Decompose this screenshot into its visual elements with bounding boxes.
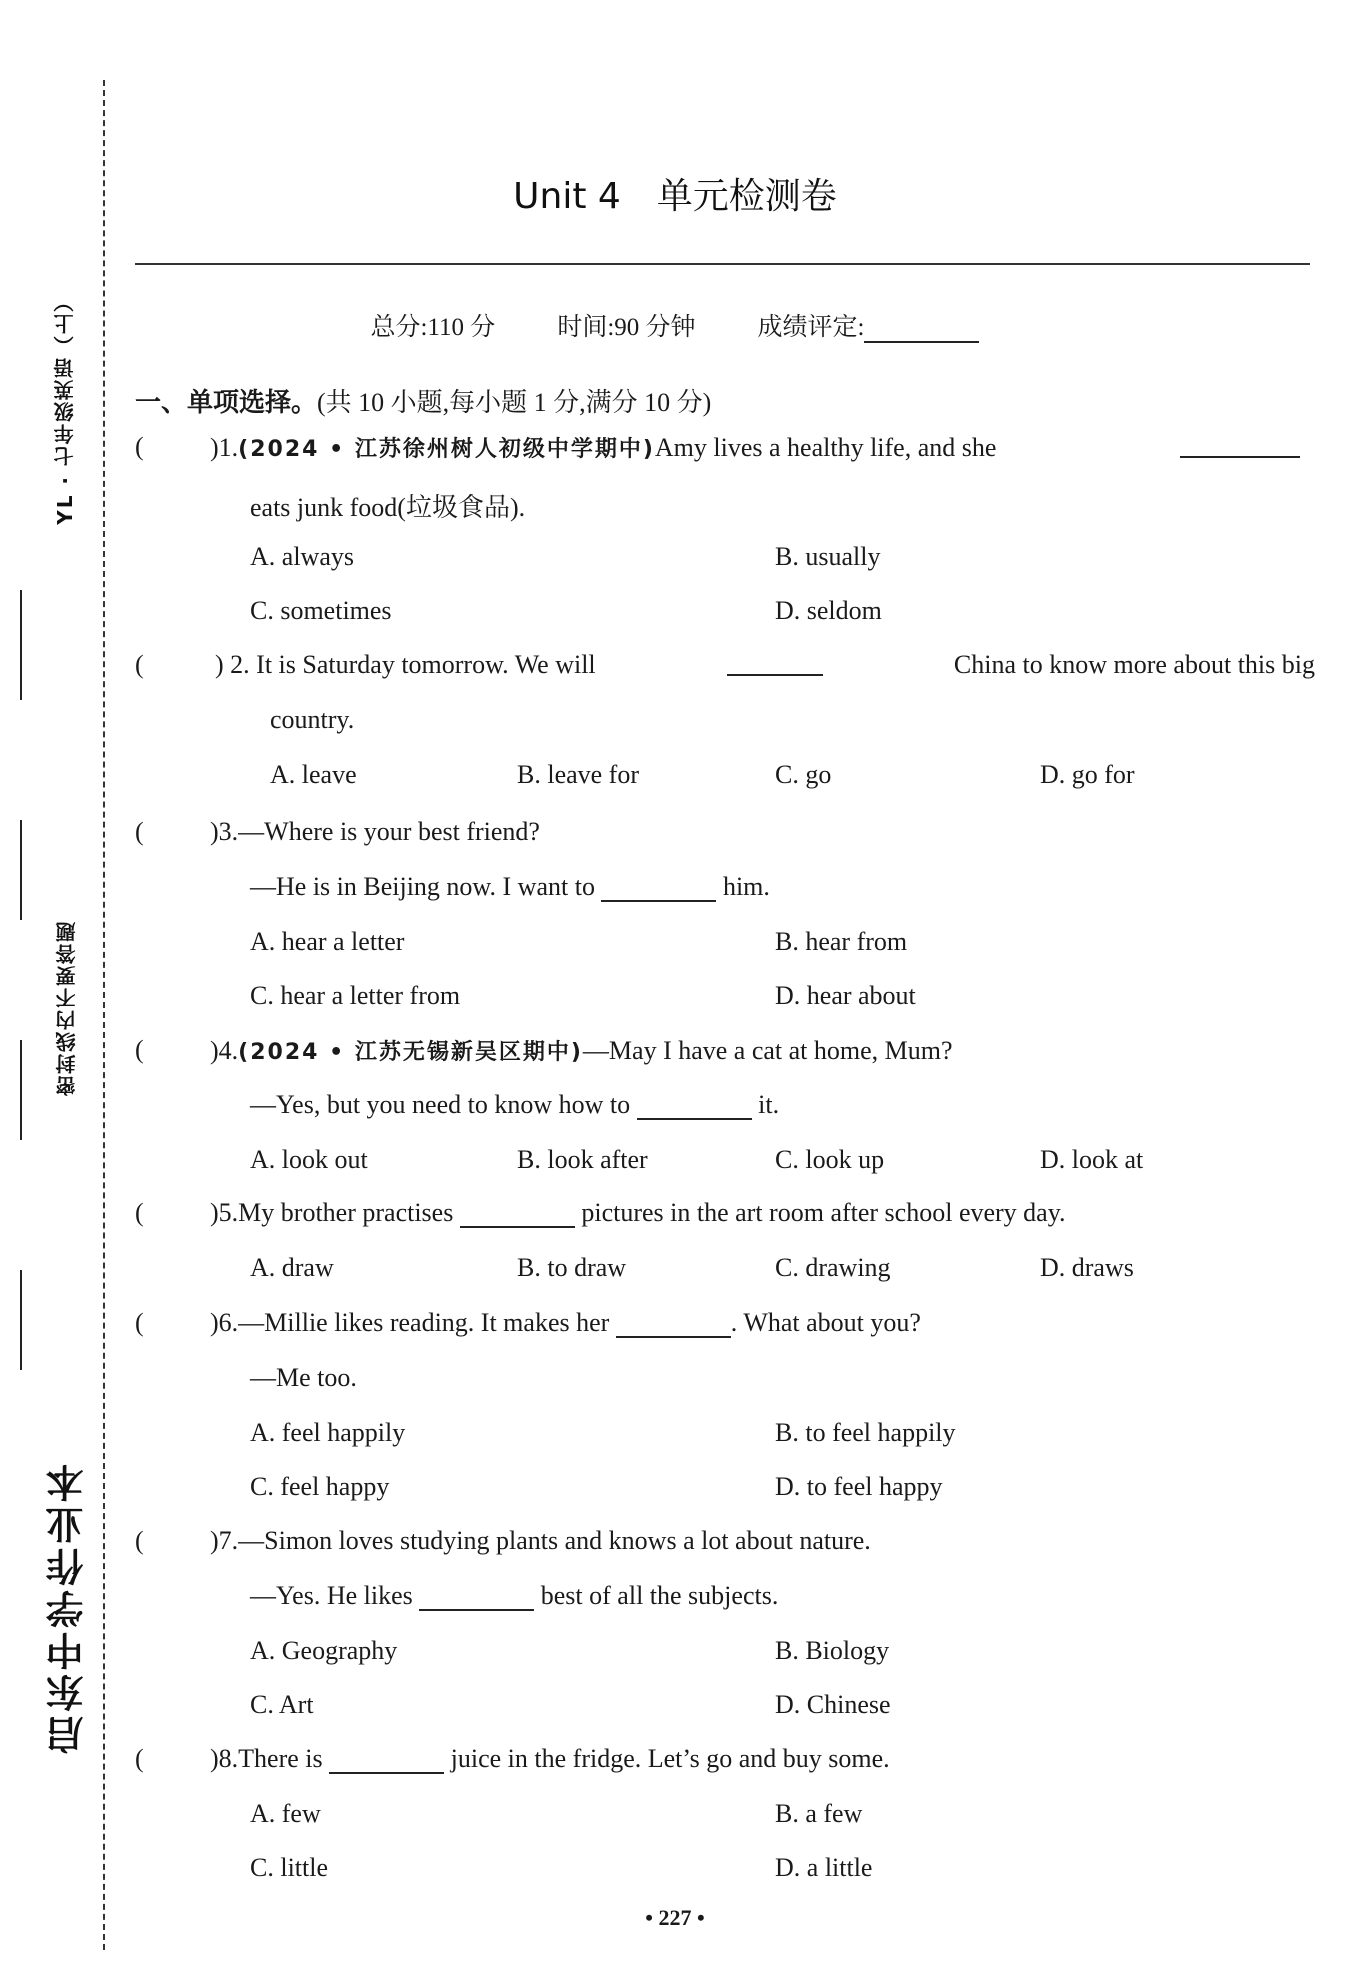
question-text-cont: —Yes. He likes best of all the subjects. [250, 1581, 779, 1610]
option[interactable]: A. few [250, 1799, 321, 1828]
option[interactable]: C. go [775, 760, 832, 789]
option[interactable]: C. feel happy [250, 1472, 390, 1501]
side-grade-label: YL · 七年级英语（上） [53, 290, 77, 525]
option[interactable]: A. feel happily [250, 1418, 406, 1447]
option[interactable]: D. look at [1040, 1145, 1144, 1174]
answer-blank[interactable] [637, 1094, 752, 1120]
option[interactable]: D. a little [775, 1853, 873, 1882]
question-text: )5.My brother practises pictures in the art room after school every day. [210, 1198, 1066, 1227]
option[interactable]: D. go for [1040, 760, 1135, 789]
answer-blank[interactable] [329, 1748, 444, 1774]
option[interactable]: D. seldom [775, 596, 882, 625]
binding-mark [20, 1270, 22, 1370]
question-text-cont: eats junk food(垃圾食品). [250, 493, 526, 522]
question-text-cont: —Yes, but you need to know how to it. [250, 1090, 780, 1119]
option[interactable]: C. look up [775, 1145, 885, 1174]
grade-subject: 七年级英语（上） [53, 290, 77, 466]
option[interactable]: C. little [250, 1853, 328, 1882]
question-text: )4.(2024 • 江苏无锡新吴区期中)—May I have a cat at home, Mum? [210, 1036, 953, 1065]
question-text: )3.—Where is your best friend? [210, 817, 540, 846]
question-text: )6.—Millie likes reading. It makes her . What about you? [210, 1308, 921, 1337]
page-number: • 227 • [645, 1905, 705, 1930]
question-text-cont: —He is in Beijing now. I want to him. [250, 872, 770, 901]
answer-blank[interactable] [460, 1202, 575, 1228]
option[interactable]: C. hear a letter from [250, 981, 461, 1010]
option[interactable]: B. leave for [517, 760, 640, 789]
question-text-cont: —Me too. [250, 1363, 357, 1392]
question-text: )7.—Simon loves studying plants and knows a lot about nature. [210, 1526, 871, 1555]
answer-blank[interactable] [616, 1312, 731, 1338]
option[interactable]: D. Chinese [775, 1690, 891, 1719]
grade-blank[interactable] [864, 313, 979, 343]
binding-mark [20, 590, 22, 700]
binding-mark [20, 1040, 22, 1140]
question-text: ) 2. It is Saturday tomorrow. We will China to know more about this big [215, 650, 1315, 679]
question-text: )1.(2024 • 江苏徐州树人初级中学期中)Amy lives a healthy life, and she [210, 433, 997, 462]
answer-blank[interactable] [1180, 432, 1300, 458]
grade-evaluation: 成绩评定: [758, 307, 980, 343]
binding-mark [20, 820, 22, 920]
answer-blank[interactable] [727, 650, 823, 676]
question-text: )8.There is juice in the fridge. Let’s go and buy some. [210, 1744, 890, 1773]
option[interactable]: C. sometimes [250, 596, 392, 625]
option[interactable]: D. to feel happy [775, 1472, 943, 1501]
option[interactable]: B. look after [517, 1145, 648, 1174]
option[interactable]: B. to draw [517, 1253, 627, 1282]
total-score: 总分:110 分 [370, 314, 496, 341]
time-limit: 时间:90 分钟 [557, 314, 696, 341]
option[interactable]: B. hear from [775, 927, 908, 956]
option[interactable]: A. draw [250, 1253, 334, 1282]
option[interactable]: B. to feel happily [775, 1418, 956, 1447]
option[interactable]: C. Art [250, 1690, 314, 1719]
side-publisher: 启东中学作业本 [46, 1460, 90, 1754]
option[interactable]: B. usually [775, 542, 881, 571]
option[interactable]: A. look out [250, 1145, 368, 1174]
title-divider [135, 263, 1310, 265]
side-warning: 密封线内不要答题 [55, 920, 79, 1096]
worksheet-page: YL · 七年级英语（上） 密封线内不要答题 启东中学作业本 Unit 4 单元检测卷 总分:110 分 时间:90 分钟 成绩评定: 一、单项选择。(共 10 小题,每小题 1 分,满分 10 分) ( )1.(2024 • 江苏徐州树人初级中学期中)Amy lives a healthy life, and she eats junk food(垃圾食品). A. always B. usually C. sometimes D. seldom ( ) 2. It is Saturday tomorrow. We will China to know more about this big country. A. leave B. leave for C. go D. go for ( )3.—Where is your best friend? —He is in Beijing now. I want to him. A. hear a letter B. hear from C. hear a letter from D. hear about ( )4.(2024 • 江苏无锡新吴区期中)—May I have a cat at home, Mum? —Yes, but you need to know how to it. A. look out B. look after C. look up D. look at ( )5.My brother practises pictures in the art room after school every day. A. draw B. to draw C. drawing D. draws ( )6.—Millie likes reading. It makes her . What about you? —Me too. A. feel happily B. to feel happily C. feel happy D. to feel happy ( )7.—Simon loves studying plants and knows a lot about nature. —Yes. He likes best of all the subjects. A. Geography B. Biology C. Art D. Chinese ( )8.There is juice in the fridge. Let’s go and buy some. A. few B. a few C. little D. a little • 227 • [0, 0, 1350, 1985]
option[interactable]: C. drawing [775, 1253, 891, 1282]
option[interactable]: D. draws [1040, 1253, 1134, 1282]
option[interactable]: D. hear about [775, 981, 916, 1010]
option[interactable]: B. a few [775, 1799, 863, 1828]
option[interactable]: A. leave [270, 760, 357, 789]
option[interactable]: A. hear a letter [250, 927, 405, 956]
option[interactable]: B. Biology [775, 1636, 890, 1665]
edition-mark: YL [53, 493, 77, 525]
option[interactable]: A. Geography [250, 1636, 398, 1665]
answer-blank[interactable] [419, 1585, 534, 1611]
option[interactable]: A. always [250, 542, 354, 571]
page-title: Unit 4 单元检测卷 [513, 176, 837, 217]
score-info-row [0, 307, 1350, 343]
answer-blank[interactable] [601, 876, 716, 902]
question-text-cont: country. [270, 705, 355, 734]
section-heading: 一、单项选择。(共 10 小题,每小题 1 分,满分 10 分) [135, 388, 712, 417]
binding-dashed-line [103, 80, 105, 1950]
